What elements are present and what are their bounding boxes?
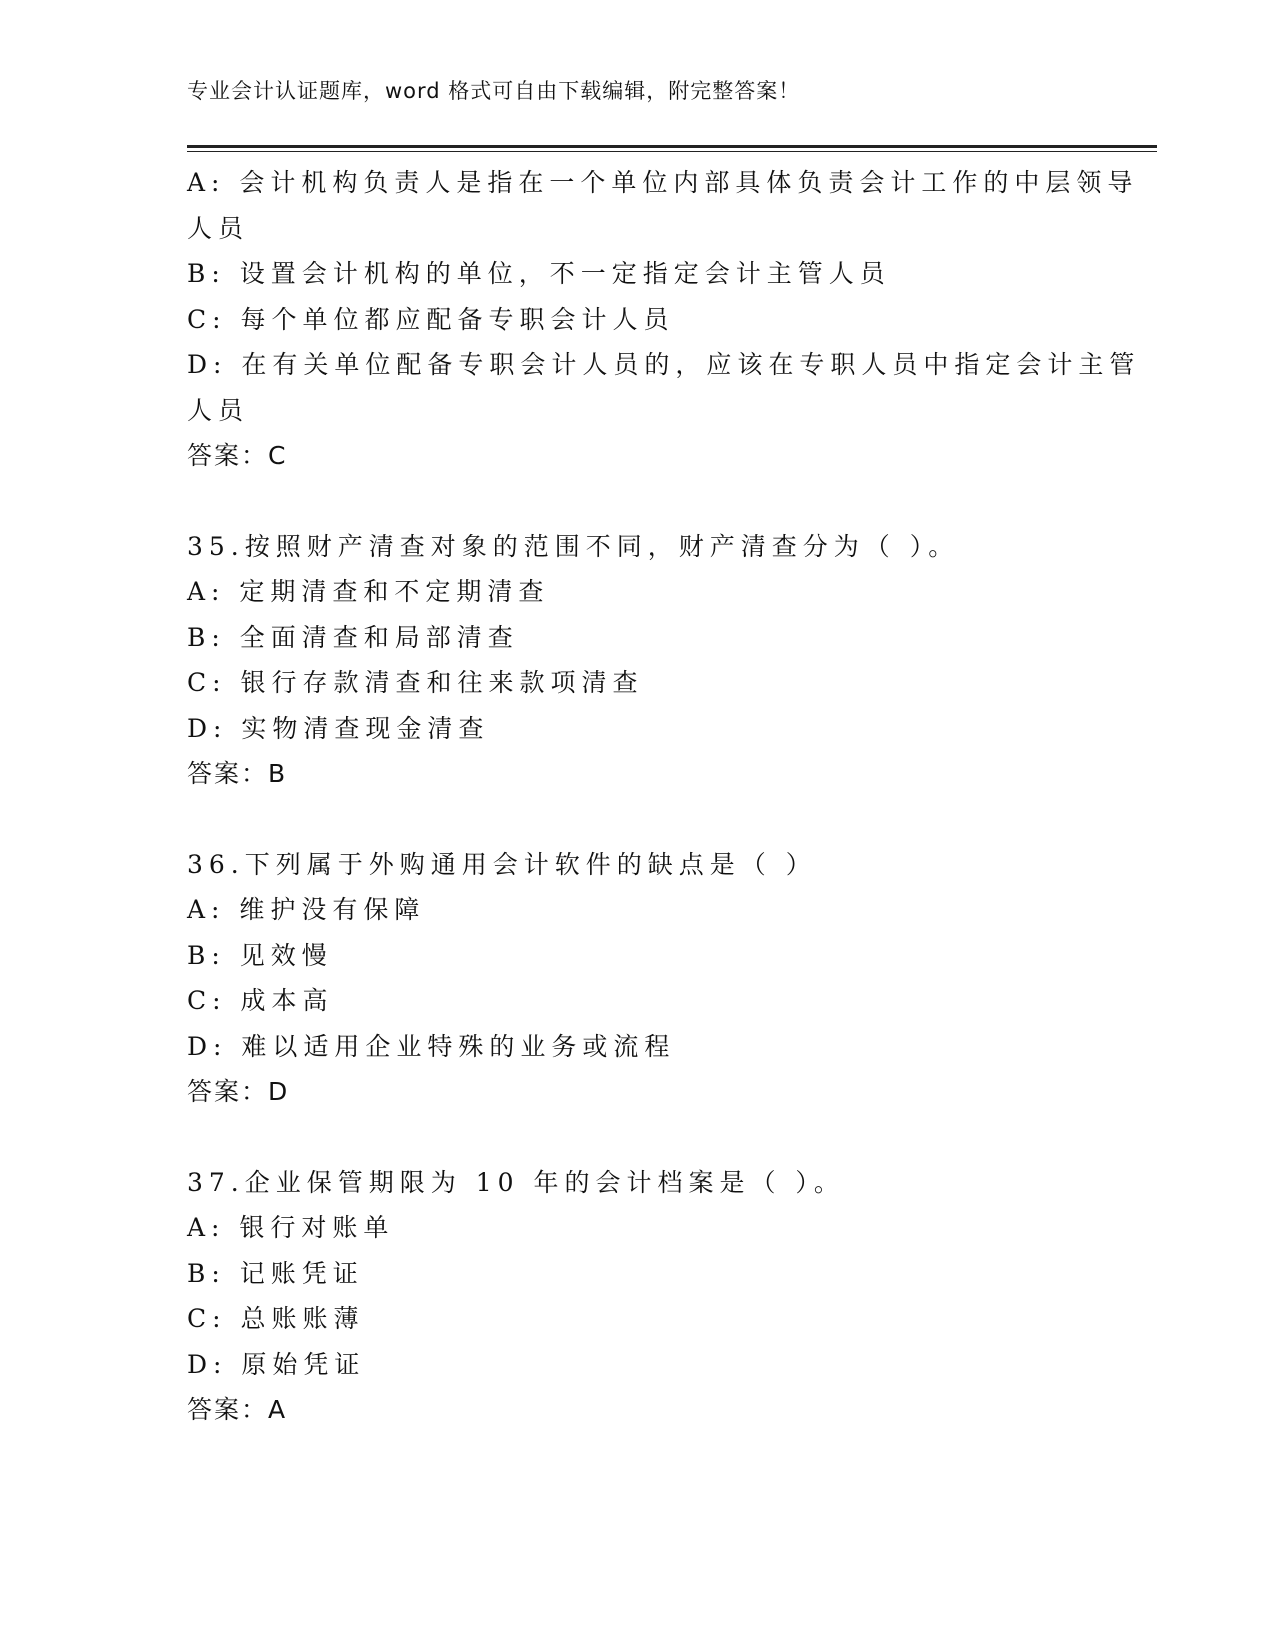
question-34	[187, 160, 1141, 479]
option-c: C: 银行存款清查和往来款项清查	[187, 668, 644, 697]
option-d-continued: 人员	[187, 395, 250, 425]
answer: 答案：A	[187, 1395, 288, 1424]
option-d: D: 在有关单位配备专职会计人员的，应该在专职人员中指定会计主管	[187, 350, 1141, 379]
question-36	[187, 842, 1087, 1115]
option-d: D: 难以适用企业特殊的业务或流程	[187, 1031, 676, 1061]
question-title: 35.按照财产清查对象的范围不同，财产清查分为（ ）。	[187, 531, 960, 561]
spacer	[187, 1115, 1087, 1160]
option-d: D: 原始凭证	[187, 1349, 366, 1379]
option-c: C: 成本高	[187, 986, 334, 1015]
question-title: 37.企业保管期限为 10 年的会计档案是（ ）。	[187, 1167, 845, 1197]
header-divider-thick	[187, 145, 1157, 148]
option-a: A: 银行对账单	[187, 1213, 395, 1242]
answer: 答案：D	[187, 1077, 290, 1106]
option-c: C: 每个单位都应配备专职会计人员	[187, 304, 675, 334]
option-b: B: 设置会计机构的单位，不一定指定会计主管人员	[187, 259, 891, 288]
answer: 答案：B	[187, 759, 288, 788]
option-a-continued: 人员	[187, 213, 250, 243]
option-d: D: 实物清查现金清查	[187, 713, 490, 743]
option-b: B: 全面清查和局部清查	[187, 622, 519, 652]
option-a: A: 维护没有保障	[187, 895, 426, 924]
option-b: B: 见效慢	[187, 940, 333, 970]
option-c: C: 总账账薄	[187, 1304, 365, 1333]
answer: 答案：C	[187, 441, 288, 470]
question-37	[187, 1160, 1087, 1433]
question-content	[187, 160, 1141, 1433]
option-b: B: 记账凭证	[187, 1258, 364, 1288]
page-header: 专业会计认证题库，word 格式可自由下载编辑，附完整答案！	[187, 79, 801, 103]
question-title: 36.下列属于外购通用会计软件的缺点是（ ）	[187, 849, 817, 879]
spacer	[187, 479, 1087, 524]
header-divider-thin	[187, 151, 1157, 152]
question-35	[187, 524, 1087, 797]
spacer	[187, 797, 1087, 842]
option-a: A: 会计机构负责人是指在一个单位内部具体负责会计工作的中层领导	[187, 168, 1139, 197]
option-a: A: 定期清查和不定期清查	[187, 577, 550, 606]
